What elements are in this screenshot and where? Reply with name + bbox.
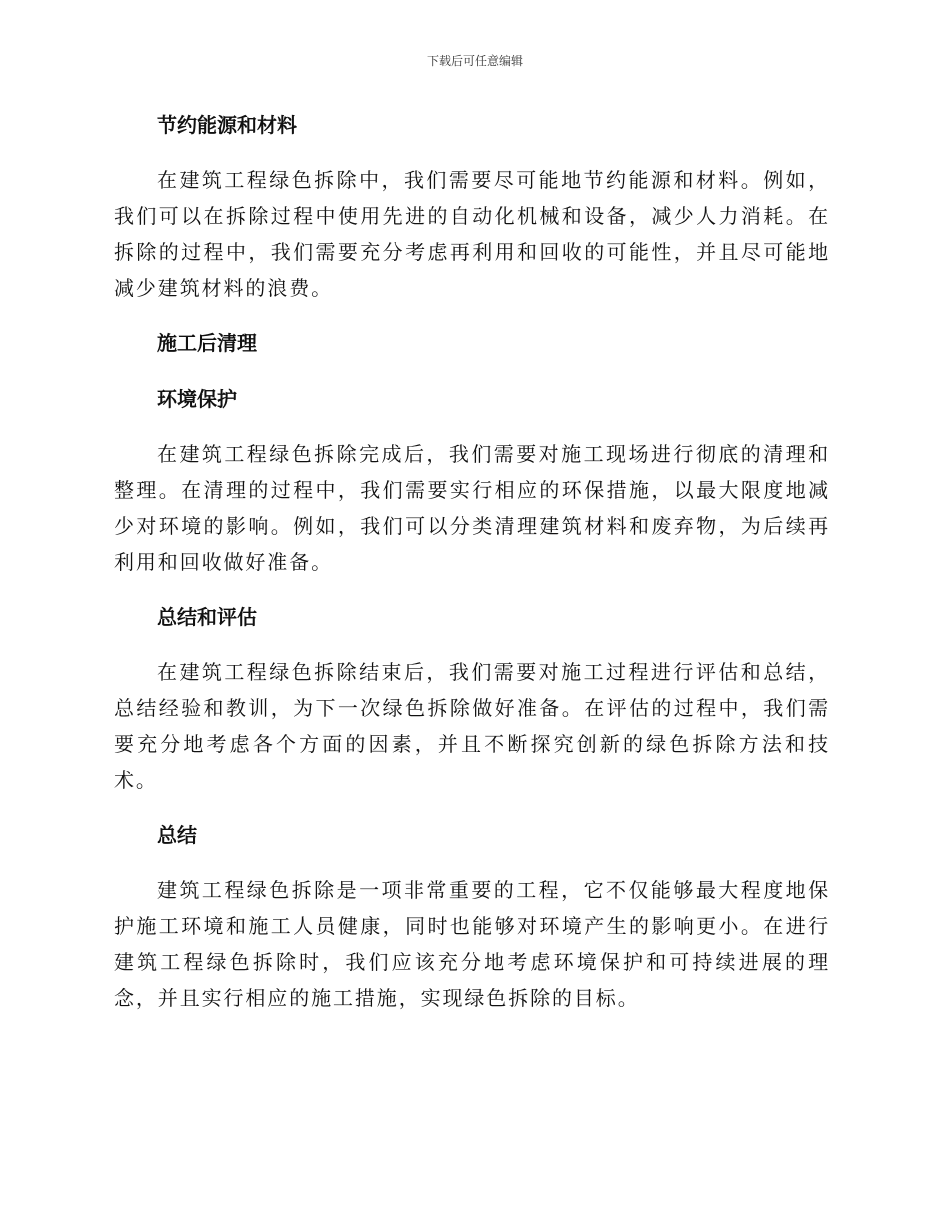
section-paragraph: 在建筑工程绿色拆除完成后，我们需要对施工现场进行彻底的清理和整理。在清理的过程中，我们需要实行相应的环保措施，以最大限度地减少对环境的影响。例如，我们可以分类清理建筑材料和废弃物，为后续再利用和回收做好准备。	[114, 442, 830, 574]
section-heading: 节约能源和材料	[157, 113, 297, 137]
section-heading: 环境保护	[157, 387, 237, 411]
document-body	[114, 106, 830, 1016]
section-paragraph: 在建筑工程绿色拆除中，我们需要尽可能地节约能源和材料。例如，我们可以在拆除过程中使用先进的自动化机械和设备，减少人力消耗。在拆除的过程中，我们需要充分考虑再利用和回收的可能性，并且尽可能地减少建筑材料的浪费。	[114, 168, 830, 300]
section-paragraph: 在建筑工程绿色拆除结束后，我们需要对施工过程进行评估和总结，总结经验和教训，为下一次绿色拆除做好准备。在评估的过程中，我们需要充分地考虑各个方面的因素，并且不断探究创新的绿色拆除方法和技术。	[114, 660, 830, 792]
section-heading: 总结	[157, 823, 197, 847]
page-header: 下载后可任意编辑	[426, 54, 523, 68]
section-heading: 总结和评估	[157, 605, 257, 629]
section-heading: 施工后清理	[157, 331, 257, 355]
section-paragraph: 建筑工程绿色拆除是一项非常重要的工程，它不仅能够最大程度地保护施工环境和施工人员健康，同时也能够对环境产生的影响更小。在进行建筑工程绿色拆除时，我们应该充分地考虑环境保护和可持续进展的理念，并且实行相应的施工措施，实现绿色拆除的目标。	[114, 878, 830, 1010]
